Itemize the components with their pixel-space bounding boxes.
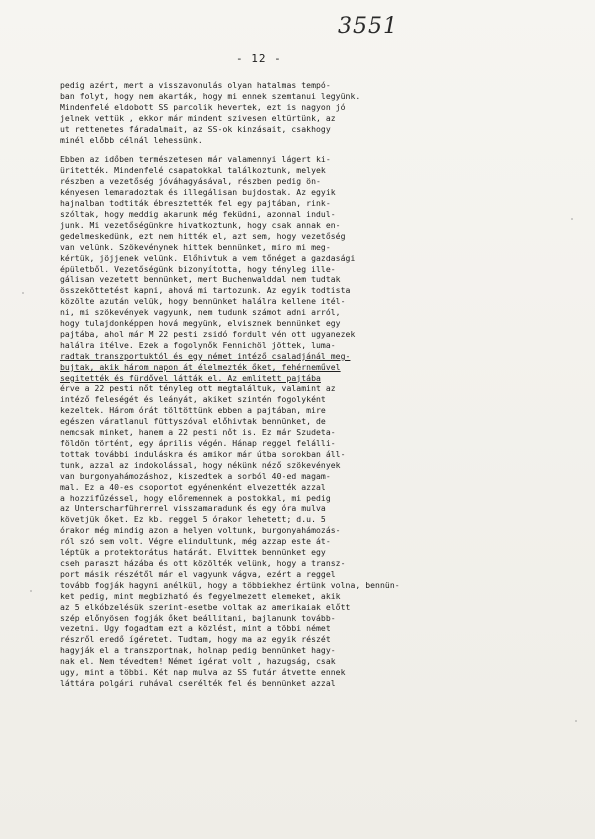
text-line: tottak további induláskra és amikor már útba sorokban áll- bbox=[60, 448, 346, 459]
text-line: követjük őket. Ez kb. reggel 5 órakor lehetett; d.u. 5 bbox=[60, 514, 326, 525]
paragraph bbox=[60, 80, 565, 145]
text-line: hogy tulajdonképpen hová megyünk, elvisznek bennünket egy bbox=[60, 318, 341, 329]
text-line-underlined: bujtak, akik három napon át élelmezték őket, fehérneművel bbox=[60, 361, 341, 372]
text-line: léptük a protektorátus határát. Elvittek bennünket egy bbox=[60, 547, 326, 558]
text-line: van burgonyahámozáshoz, kiszedtek a sorból 40-ed magam- bbox=[60, 470, 331, 481]
text-line: egészen váratlanul füttyszóval előhivtak bennünket, de bbox=[60, 416, 326, 427]
text-line: cseh paraszt házába és ott közölték velünk, hogy a transz- bbox=[60, 557, 346, 568]
text-line: pajtába, ahol már M 22 pesti zsidó fordult vén ott ugyanezek bbox=[60, 328, 356, 339]
text-line: kényesen lemaradoztak és illegálisan bujdostak. Az egyik bbox=[60, 187, 336, 198]
paragraph bbox=[60, 154, 565, 688]
text-line: földön történt, egy április végén. Hánap reggel felálli- bbox=[60, 438, 336, 448]
text-line: ról szó sem volt. Végre elindultunk, még azzap este át- bbox=[60, 536, 331, 547]
text-line: épületből. Vezetőségünk bizonyította, hogy tényleg ille- bbox=[60, 263, 336, 274]
text-line: nemcsak minket, hanem a 22 pesti nőt is. Ez már Szudeta- bbox=[60, 427, 336, 438]
text-line: órakor még mindig azon a helyen voltunk, burgonyahámozás- bbox=[60, 525, 341, 536]
text-line: tovább fogják hagyni anélkül, hogy a többiekhez értünk volna, bennün- bbox=[60, 579, 400, 590]
text-line-underlined: radtak transzportuktól és egy német intéző csaladjánál meg- bbox=[60, 350, 351, 361]
text-line: részről eredő ígéretet. Tudtam, hogy ma az egyik részét bbox=[60, 634, 331, 645]
text-line: közölte azután velük, hogy bennünket halálra kellene itél- bbox=[60, 296, 346, 307]
scan-speck bbox=[30, 590, 32, 592]
text-line: összeköttetést kapni, ahová mi tartozunk. Az egyik todtista bbox=[60, 285, 351, 296]
text-line-underlined: segitették és fürdővel látták el. Az emlitett pajtába bbox=[60, 372, 321, 383]
document-body bbox=[60, 80, 565, 698]
text-line: Mindenfelé eldobott SS parcolik hevertek, ezt is nagyon jó bbox=[60, 101, 346, 112]
text-line: minél előbb célnál lehessünk. bbox=[60, 134, 203, 145]
text-line: ut rettenetes fáradalmait, az SS-ok kinzásait, csakhogy bbox=[60, 123, 331, 134]
text-line: gedelmeskedünk, ezt nem hitték el, azt sem, hogy vezetőség bbox=[60, 230, 346, 241]
text-line: tunk, azzal az indokolással, hogy nékünk néző szökevények bbox=[60, 459, 341, 470]
scan-speck bbox=[22, 292, 24, 294]
text-line: az Unterscharführerrel visszamaradunk és egy óra mulva bbox=[60, 503, 326, 514]
text-line: kértük, jöjjenek velünk. Előhivtuk a vem tőnéget a gazdasági bbox=[60, 252, 356, 263]
text-line: pedig azért, mert a visszavonulás olyan hatalmas tempó- bbox=[60, 80, 331, 90]
text-line: gálisan vezetett bennünket, mert Buchenwalddal nem tudtak bbox=[60, 274, 341, 285]
text-line: ket pedig, mint megbizható és fegyelmezett elemeket, akik bbox=[60, 590, 341, 601]
text-line: vezetni. Ugy fogadtam ezt a közlést, mint a többi német bbox=[60, 623, 331, 634]
text-line: ugy, mint a többi. Két nap mulva az SS futár átvette ennek bbox=[60, 667, 346, 678]
text-line: intéző feleségét és leányát, akiket szintén fogolyként bbox=[60, 394, 326, 405]
text-line: részben a vezetőség jóváhagyásával, részben pedig ön- bbox=[60, 176, 321, 187]
text-line: junk. Mi vezetőségünkre hivatkoztunk, hogy csak annak en- bbox=[60, 219, 341, 230]
text-line: kezeltek. Három órát töltöttünk ebben a pajtában, mire bbox=[60, 405, 326, 416]
text-line: hagyják el a transzportnak, holnap pedig bennünket hagy- bbox=[60, 645, 336, 656]
text-line: van velünk. Szökevénynek hittek bennünket, miro mi meg- bbox=[60, 241, 331, 252]
text-line: érve a 22 pesti nőt tényleg ott megtaláltuk, valamint az bbox=[60, 383, 336, 394]
text-line: jelnek vettük , ekkor már mindent szivesen eltürtünk, az bbox=[60, 112, 336, 123]
text-line: nak el. Nem tévedtem! Német igérat volt , hazugság, csak bbox=[60, 656, 336, 667]
text-line: hajnalban todtiták ébresztették fel egy pajtában, rink- bbox=[60, 198, 331, 209]
text-line: port másik részétől már el vagyunk vágva, ezért a reggel bbox=[60, 568, 336, 579]
text-line: az 5 elkóbzelésük szerint-esetbe voltak az amerikaiak előtt bbox=[60, 601, 351, 612]
scan-speck bbox=[571, 218, 573, 220]
text-line: szóltak, hogy meddig akarunk még feküdni, azonnal indul- bbox=[60, 208, 336, 219]
page-number: - 12 - bbox=[236, 52, 282, 65]
text-line: a hozzifűzéssel, hogy előremennek a postokkal, mi pedig bbox=[60, 492, 331, 503]
text-line: üritették. Mindenfelé csapatokkal találkoztunk, melyek bbox=[60, 165, 326, 176]
handwritten-archive-number: 3551 bbox=[338, 14, 398, 39]
text-line: halálra itélve. Ezek a fogolynők Fennichöl jöttek, luma- bbox=[60, 339, 336, 350]
scan-speck bbox=[575, 720, 577, 722]
text-line: szép előnyösen fogják őket beállitani, bajlanunk tovább- bbox=[60, 612, 336, 623]
text-line: láttára polgári ruhával cserélték fel és bennünket azzal bbox=[60, 677, 336, 688]
text-line: mal. Ez a 40-es csoportot egyénenként elvezették azzal bbox=[60, 481, 326, 492]
text-line: ni, mi szökevények vagyunk, nem tudunk számot adni arról, bbox=[60, 307, 341, 318]
text-line: ban folyt, hogy nem akarták, hogy mi ennek szemtanui legyünk. bbox=[60, 90, 361, 101]
text-line: Ebben az időben természetesen már valamennyi lágert ki- bbox=[60, 154, 331, 165]
